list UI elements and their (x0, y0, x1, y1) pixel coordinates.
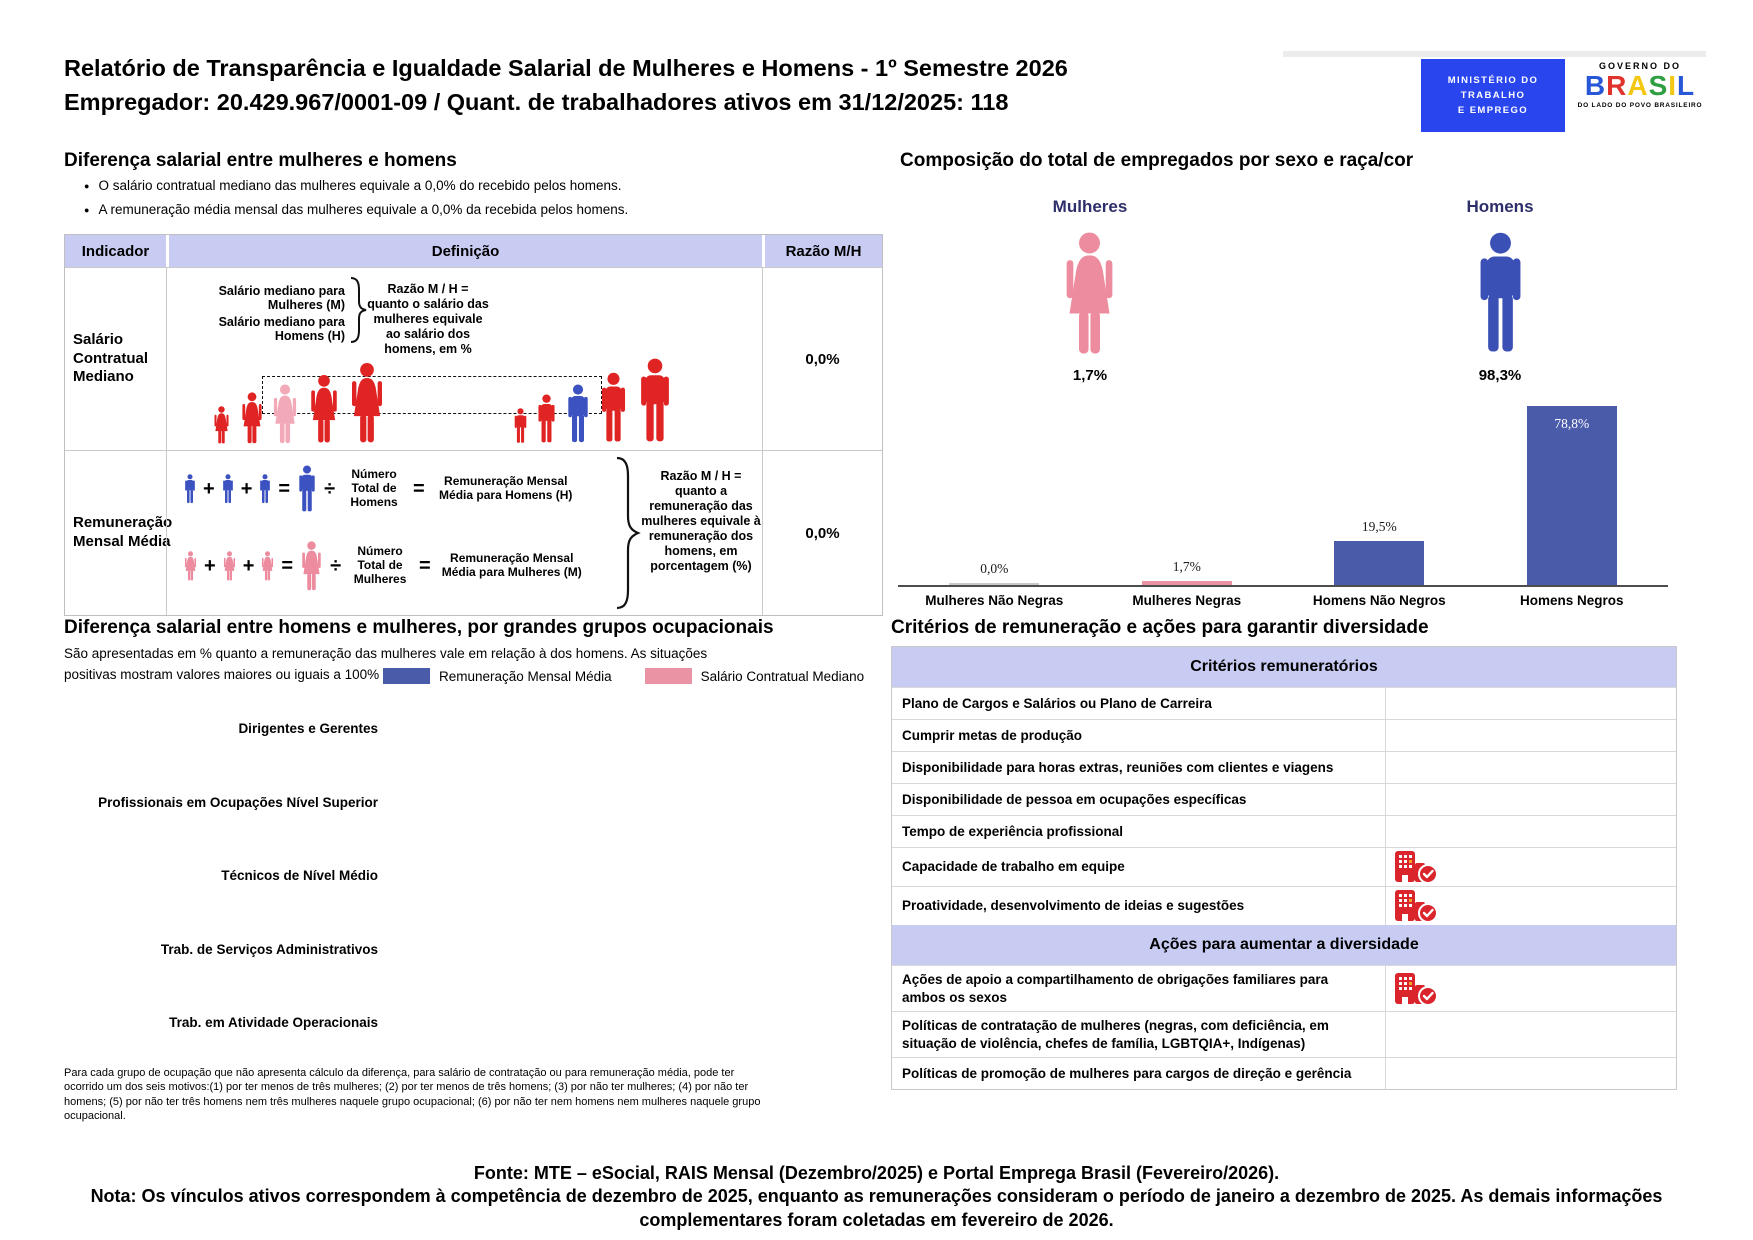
women-average-formula (183, 541, 587, 591)
criteria-value-cell (1386, 752, 1676, 783)
occupational-chart-title: Diferença salarial entre homens e mulheres, por grandes grupos ocupacionais (64, 617, 774, 638)
report-footer (0, 1162, 1753, 1232)
bar-column (1283, 400, 1476, 585)
bar-category-label: Mulheres Não Negras (925, 593, 1064, 608)
indicator-label: Remuneração Mensal Média (73, 514, 173, 550)
criteria-label: Capacidade de trabalho em equipe (892, 848, 1386, 886)
table-row (65, 267, 882, 450)
salary-gap-table (64, 234, 883, 616)
bar (1334, 541, 1424, 585)
woman-figure-icon (222, 551, 237, 581)
ministry-logo-line: E EMPREGO (1457, 105, 1529, 116)
criteria-row (892, 783, 1676, 815)
woman-figure-icon (212, 406, 231, 444)
woman-figure-icon (239, 392, 265, 444)
criteria-row (892, 815, 1676, 847)
bar-value-label: 0,0% (980, 561, 1009, 576)
bullet-icon: ● (84, 204, 90, 215)
legend-label: Salário Contratual Mediano (700, 668, 865, 684)
indicator-label: Salário Contratual Mediano (73, 330, 148, 386)
company-check-icon (1394, 850, 1440, 884)
bar-value-label: 1,7% (1172, 559, 1201, 574)
man-figure-icon (221, 474, 235, 504)
women-label: Mulheres (1052, 197, 1128, 216)
occupational-group-label: Trab. de Serviços Administrativos (160, 941, 378, 957)
woman-figure-icon (183, 551, 198, 581)
divide-operator: ÷ (330, 554, 342, 577)
ratio-value: 0,0% (762, 268, 882, 450)
criteria-value-cell (1386, 784, 1676, 815)
legend-swatch (383, 668, 430, 684)
brasil-logo-letter: I (1668, 70, 1678, 101)
plus-operator: + (240, 477, 253, 500)
criteria-label: Políticas de contratação de mulheres (negras, com deficiência, em situação de violência, chefes de família, LGBTQIA+, Indígenas) (892, 1012, 1386, 1057)
legend-label: Remuneração Mensal Média (439, 668, 612, 684)
bar-value-label: 78,8% (1554, 416, 1590, 431)
criteria-row (892, 751, 1676, 783)
woman-figure-icon (299, 541, 324, 591)
table-row (65, 450, 882, 615)
definition-cell (166, 268, 762, 450)
brasil-logo-letter: L (1677, 70, 1696, 101)
bar (949, 583, 1039, 585)
ratio-value: 0,0% (762, 451, 882, 615)
ratio-definition-note: Razão M / H = quanto o salário das mulheres equivale ao salário dos homens, em % (367, 282, 489, 356)
company-check-icon (1394, 889, 1440, 923)
column-header: Indicador (81, 242, 150, 260)
woman-figure-icon (347, 362, 387, 444)
header-divider (1283, 51, 1706, 57)
median-men-label: Salário mediano para Homens (H) (218, 315, 345, 343)
plus-operator: + (203, 477, 215, 500)
criteria-label: Plano de Cargos e Salários ou Plano de Carreira (892, 688, 1386, 719)
ratio-definition-note: Razão M / H = quanto a remuneração das mulheres equivale à remuneração dos homens, em porcentagem (%) (641, 469, 761, 573)
man-figure-icon (258, 474, 272, 504)
occupational-group-label: Dirigentes e Gerentes (238, 721, 378, 737)
bullet-text: A remuneração média mensal das mulheres equivale a 0,0% da recebida pelos homens. (98, 202, 629, 217)
woman-figure-icon (307, 374, 341, 444)
criteria-label: Disponibilidade para horas extras, reuniões com clientes e viagens (892, 752, 1386, 783)
plus-operator: + (204, 554, 216, 577)
criteria-row (892, 719, 1676, 751)
salary-gap-bullets (84, 178, 628, 226)
criteria-row (892, 886, 1676, 925)
brasil-logo-letter: A (1627, 70, 1649, 101)
median-women-label: Salário mediano para Mulheres (M) (218, 284, 345, 312)
ministry-logo-line: MINISTÉRIO DO (1447, 75, 1539, 86)
definition-cell (166, 451, 762, 615)
criteria-label: Cumprir metas de produção (892, 720, 1386, 751)
brasil-logo-letter: R (1606, 70, 1628, 101)
report-title: Relatório de Transparência e Igualdade Salarial de Mulheres e Homens - 1º Semestre 2026 (64, 55, 1068, 81)
criteria-value-cell (1386, 1012, 1676, 1057)
man-figure-icon (512, 408, 529, 444)
bullet-text: O salário contratual mediano das mulheres equivale a 0,0% do recebido pelos homens. (98, 178, 622, 193)
criteria-row (892, 1011, 1676, 1057)
equals-operator: = (281, 554, 294, 577)
men-total-label: Número Total de Homens (350, 467, 398, 509)
composition-bar-chart (898, 400, 1668, 587)
man-figure-icon (635, 358, 675, 444)
men-label: Homens (1466, 197, 1534, 216)
criteria-title: Critérios de remuneração e ações para garantir diversidade (891, 617, 1429, 638)
bar-column (898, 400, 1091, 585)
gov-slogan: DO LADO DO POVO BRASILEIRO (1577, 102, 1703, 110)
criteria-label: Proatividade, desenvolvimento de ideias e sugestões (892, 887, 1386, 925)
composition-title: Composição do total de empregados por sexo e raça/cor (900, 150, 1414, 171)
divide-operator: ÷ (324, 477, 336, 500)
criteria-table (891, 646, 1677, 1090)
criteria-value-cell (1386, 720, 1676, 751)
note-line: Nota: Os vínculos ativos correspondem à competência de dezembro de 2025, enquanto as remunerações consideram o período de janeiro a dezembro de 2025. As demais informações complementares foram coletadas em fevereiro de 2026. (90, 1186, 1663, 1230)
criteria-value-cell (1386, 1058, 1676, 1089)
legend-swatch (645, 668, 692, 684)
brasil-logo-letter: S (1648, 70, 1669, 101)
column-header: Razão M/H (762, 235, 882, 267)
occupational-group-label: Trab. em Atividade Operacionais (169, 1015, 378, 1031)
woman-figure-icon (260, 551, 275, 581)
female-figure-icon (1059, 231, 1120, 356)
salary-gap-table-header (65, 235, 882, 267)
occupational-groups (64, 692, 378, 1060)
brasil-logo-text (1572, 71, 1708, 100)
bar-category-label: Mulheres Negras (1132, 593, 1242, 608)
criteria-row (892, 687, 1676, 719)
ministry-logo (1421, 59, 1565, 132)
plus-operator: + (242, 554, 255, 577)
governo-do-brasil-logo (1572, 58, 1708, 133)
bar-column (1476, 400, 1669, 585)
man-figure-icon (535, 394, 558, 444)
source-line: Fonte: MTE – eSocial, RAIS Mensal (Dezembro/2025) e Portal Emprega Brasil (Fevereiro/2026). (473, 1163, 1280, 1183)
occupational-footnote: Para cada grupo de ocupação que não apresenta cálculo da diferença, para salário de contratação ou para remuneração média, pode ter ocorrido um dos seis motivos:(1) por ter menos de três mulheres; (2) por ter menos de três homens; (3) por não ter mulheres; (4) por não ter homens; (5) por não ter três homens nem três mulheres naquele grupo ocupacional; (6) por não ter nem homens nem mulheres naquele grupo ocupacional. (64, 1067, 761, 1122)
men-average-label: Remuneração Mensal Média para Homens (H) (439, 474, 573, 502)
criteria-row (892, 847, 1676, 886)
man-figure-icon (597, 372, 630, 444)
median-woman-figure-icon (270, 384, 300, 444)
bullet-icon: ● (84, 180, 90, 191)
bar-category-label: Homens Negros (1519, 593, 1624, 608)
equals-operator: = (278, 477, 291, 500)
bar-category-label: Homens Não Negros (1312, 593, 1446, 608)
criteria-value-cell (1386, 816, 1676, 847)
criteria-value-cell (1386, 887, 1676, 925)
brace-icon (615, 456, 641, 612)
equals-operator: = (413, 477, 425, 500)
composition-bar-categories (898, 593, 1668, 608)
occupational-group-label: Técnicos de Nível Médio (221, 868, 378, 884)
governo-do-label: GOVERNO DO (1598, 61, 1681, 71)
bar (1527, 406, 1617, 585)
man-figure-icon (296, 465, 318, 513)
column-header: Definição (166, 235, 762, 267)
criteria-value-cell (1386, 688, 1676, 719)
ministry-logo-line: TRABALHO (1460, 90, 1526, 101)
bar-value-label: 19,5% (1361, 519, 1397, 534)
women-percentage: 1,7% (1072, 367, 1108, 384)
criteria-section-header: Ações para aumentar a diversidade (892, 925, 1676, 965)
occupational-chart-subtitle: São apresentadas em % quanto a remuneração das mulheres vale em relação à dos homens. As situações positivas mostram valores maiores ou iguais a 100% (64, 646, 708, 682)
report-employer-line: Empregador: 20.429.967/0001-09 / Quant. de trabalhadores ativos em 31/12/2025: 118 (64, 89, 1009, 115)
man-figure-icon (183, 474, 197, 504)
criteria-label: Tempo de experiência profissional (892, 816, 1386, 847)
criteria-label: Políticas de promoção de mulheres para cargos de direção e gerência (892, 1058, 1386, 1089)
equals-operator: = (419, 554, 431, 577)
bar (1142, 581, 1232, 585)
male-figure-icon (1472, 231, 1529, 356)
criteria-section-header: Critérios remuneratórios (892, 647, 1676, 687)
criteria-label: Ações de apoio a compartilhamento de obrigações familiares para ambos os sexos (892, 966, 1386, 1011)
criteria-row (892, 1057, 1676, 1089)
median-man-figure-icon (564, 384, 592, 444)
company-check-icon (1394, 972, 1440, 1006)
women-average-label: Remuneração Mensal Média para Mulheres (M) (441, 551, 582, 579)
criteria-value-cell (1386, 848, 1676, 886)
brace-icon (349, 276, 367, 344)
salary-gap-title: Diferença salarial entre mulheres e homens (64, 150, 457, 171)
criteria-label: Disponibilidade de pessoa em ocupações específicas (892, 784, 1386, 815)
chart-legend (383, 668, 888, 684)
women-total-label: Número Total de Mulheres (353, 544, 407, 586)
criteria-value-cell (1386, 966, 1676, 1011)
brasil-logo-letter: B (1584, 70, 1607, 101)
men-percentage: 98,3% (1478, 367, 1522, 384)
bar-column (1091, 400, 1284, 585)
occupational-group-label: Profissionais em Ocupações Nível Superior (98, 794, 378, 810)
men-average-formula (183, 465, 581, 513)
criteria-row (892, 965, 1676, 1011)
